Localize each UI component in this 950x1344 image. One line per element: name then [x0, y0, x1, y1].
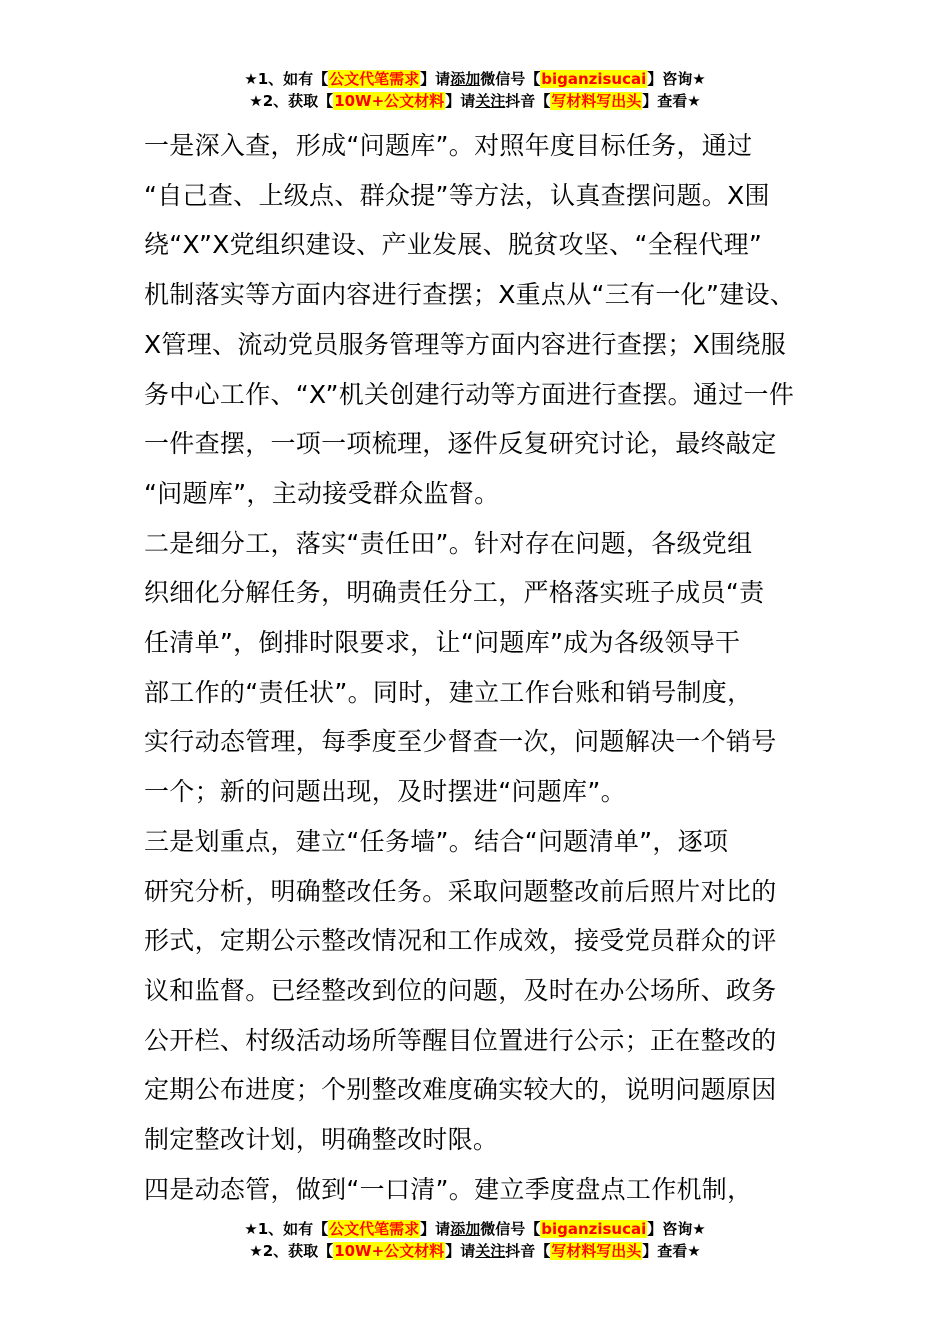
promo-text: 微信号【: [480, 1220, 541, 1238]
promo-underline: 关注: [475, 1242, 506, 1260]
promo-line-1: [0, 1218, 950, 1240]
promo-text: 】请: [420, 1220, 451, 1238]
promo-highlight: 10W+公文材料: [334, 92, 445, 110]
promo-text: ★1、如有【: [244, 70, 329, 88]
text-line: 务中心工作、“X”机关创建行动等方面进行查摆。通过一件: [144, 379, 795, 409]
text-line: “自己查、上级点、群众提”等方法，认真查摆问题。X围: [144, 180, 770, 210]
promo-text: ★2、获取【: [249, 92, 334, 110]
promo-text: 】咨询★: [647, 1220, 706, 1238]
text-line: 任清单”，倒排时限要求，让“问题库”成为各级领导干: [144, 628, 741, 658]
promo-highlight: biganzisucai: [541, 1220, 647, 1238]
text-line: 一件查摆，一项一项梳理，逐件反复研究讨论，最终敲定: [144, 429, 777, 459]
text-line: 一个；新的问题出现，及时摆进“问题库”。: [144, 777, 626, 807]
promo-highlight: 写材料写出头: [551, 1242, 642, 1260]
promo-highlight: biganzisucai: [541, 70, 647, 88]
text-line: 研究分析，明确整改任务。采取问题整改前后照片对比的: [144, 876, 777, 906]
promo-text: 】咨询★: [647, 70, 706, 88]
text-line: 制定整改计划，明确整改时限。: [144, 1125, 499, 1155]
promo-text: 】请: [445, 1242, 476, 1260]
text-line: 三是划重点，建立“任务墙”。结合“问题清单”，逐项: [144, 826, 729, 856]
promo-text: ★2、获取【: [249, 1242, 334, 1260]
text-line: 实行动态管理，每季度至少督查一次，问题解决一个销号: [144, 727, 777, 757]
promo-underline: 添加: [450, 70, 481, 88]
text-line: X管理、流动党员服务管理等方面内容进行查摆；X围绕服: [144, 329, 787, 359]
text-line: 织细化分解任务，明确责任分工，严格落实班子成员“责: [144, 578, 765, 608]
promo-text: 】请: [445, 92, 476, 110]
promo-line-1: [0, 68, 950, 90]
text-line: 一是深入查，形成“问题库”。对照年度目标任务，通过: [144, 131, 753, 160]
promo-line-2: [0, 90, 950, 112]
promo-text: 】请: [420, 70, 451, 88]
text-line: 绕“X”X党组织建设、产业发展、脱贫攻坚、“全程代理”: [144, 230, 763, 260]
promo-footer: [0, 1218, 950, 1262]
text-line: 公开栏、村级活动场所等醒目位置进行公示；正在整改的: [144, 1025, 777, 1055]
paragraph-4: [144, 1165, 814, 1215]
promo-header: [0, 68, 950, 112]
promo-highlight: 公文代笔需求: [329, 1220, 420, 1238]
promo-underline: 关注: [475, 92, 506, 110]
paragraph-1: [144, 121, 814, 519]
text-line: 定期公布进度；个别整改难度确实较大的，说明问题原因: [144, 1075, 777, 1105]
promo-text: 】查看★: [642, 1242, 701, 1260]
promo-line-2: [0, 1240, 950, 1262]
text-line: 机制落实等方面内容进行查摆；X重点从“三有一化”建设、: [144, 280, 796, 310]
paragraph-2: [144, 519, 814, 817]
promo-highlight: 公文代笔需求: [329, 70, 420, 88]
text-line: 形式，定期公示整改情况和工作成效，接受党员群众的评: [144, 926, 777, 956]
promo-underline: 添加: [450, 1220, 481, 1238]
text-line: 议和监督。已经整改到位的问题，及时在办公场所、政务: [144, 975, 777, 1005]
text-line: 四是动态管，做到“一口清”。建立季度盘点工作机制，: [144, 1174, 753, 1204]
document-body: [144, 121, 814, 1214]
text-line: 二是细分工，落实“责任田”。针对存在问题，各级党组: [144, 528, 753, 558]
text-line: 部工作的“责任状”。同时，建立工作台账和销号制度，: [144, 677, 753, 707]
promo-text: ★1、如有【: [244, 1220, 329, 1238]
promo-text: 抖音【: [505, 92, 551, 110]
promo-text: 】查看★: [642, 92, 701, 110]
promo-highlight: 10W+公文材料: [334, 1242, 445, 1260]
paragraph-3: [144, 817, 814, 1165]
promo-highlight: 写材料写出头: [551, 92, 642, 110]
text-line: “问题库”，主动接受群众监督。: [144, 478, 500, 508]
promo-text: 抖音【: [505, 1242, 551, 1260]
promo-text: 微信号【: [480, 70, 541, 88]
